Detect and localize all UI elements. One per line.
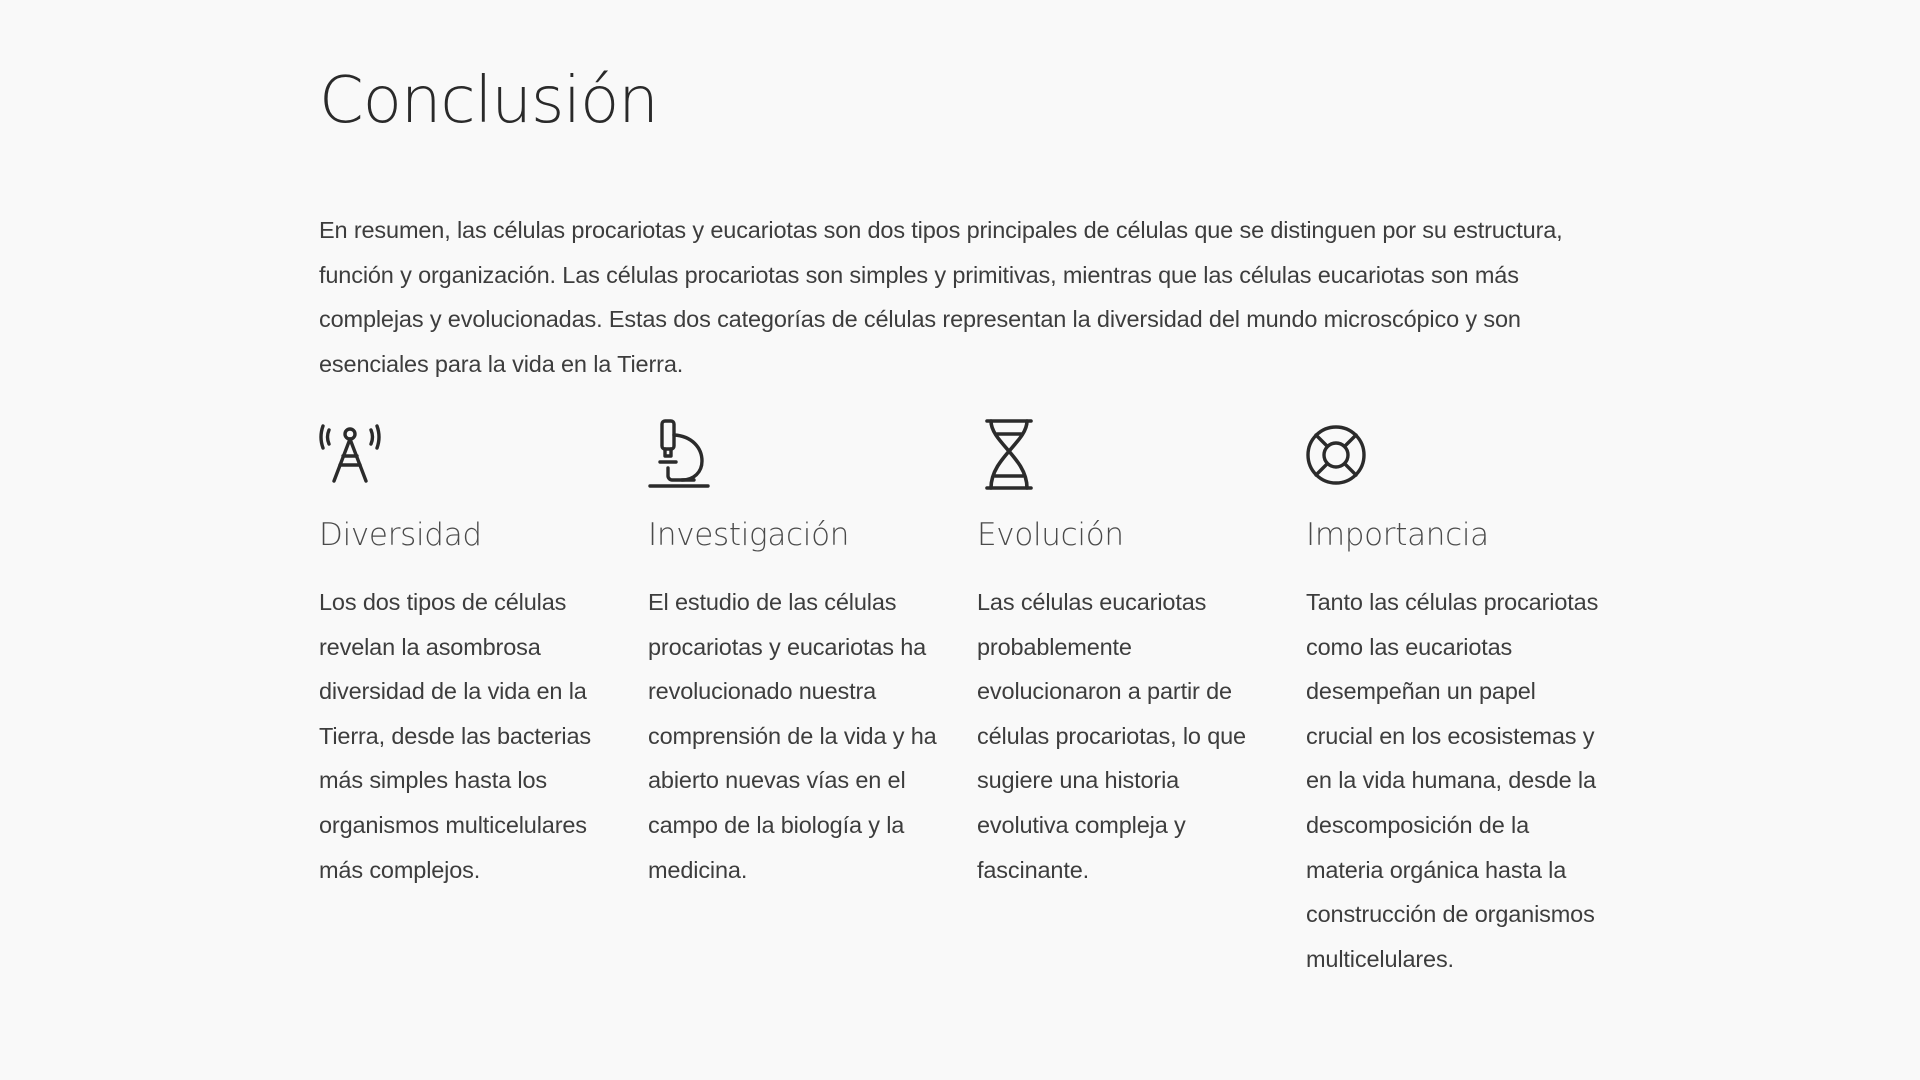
feature-evolucion [977, 418, 1277, 883]
feature-investigacion [648, 418, 948, 883]
lifebuoy-icon [1306, 418, 1370, 492]
feature-heading: Investigación [648, 517, 850, 553]
feature-importancia [1306, 418, 1606, 972]
feature-heading: Importancia [1306, 517, 1489, 553]
intro-paragraph: En resumen, las células procariotas y eucariotas son dos tipos principales de células que se distinguen por su estructura, función y organización. Las células procariotas son simples y primitivas, mientras que las células eucariotas son más complejas y evolucionadas. Estas dos categorías de células representan la diversidad del mundo microscópico y son esenciales para la vida en la Tierra. [319, 217, 1563, 378]
page-title: Conclusión [319, 64, 658, 138]
dna-icon [977, 418, 1041, 492]
feature-heading: Evolución [977, 517, 1124, 553]
antenna-tower-icon [319, 418, 383, 492]
microscope-icon [648, 418, 712, 492]
feature-text: El estudio de las células procariotas y eucariotas ha revolucionado nuestra comprensión de la vida y ha abierto nuevas vías en el campo de la biología y la medicina. [648, 589, 937, 883]
feature-heading: Diversidad [319, 517, 482, 553]
feature-text: Las células eucariotas probablemente evolucionaron a partir de células procariotas, lo que sugiere una historia evolutiva compleja y fascinante. [977, 589, 1246, 883]
feature-text: Tanto las células procariotas como las eucariotas desempeñan un papel crucial en los ecosistemas y en la vida humana, desde la descomposición de la materia orgánica hasta la construcción de organismos multicelulares. [1306, 589, 1599, 972]
feature-text: Los dos tipos de células revelan la asombrosa diversidad de la vida en la Tierra, desde las bacterias más simples hasta los organismos multicelulares más complejos. [319, 589, 591, 883]
feature-diversidad [319, 418, 619, 883]
